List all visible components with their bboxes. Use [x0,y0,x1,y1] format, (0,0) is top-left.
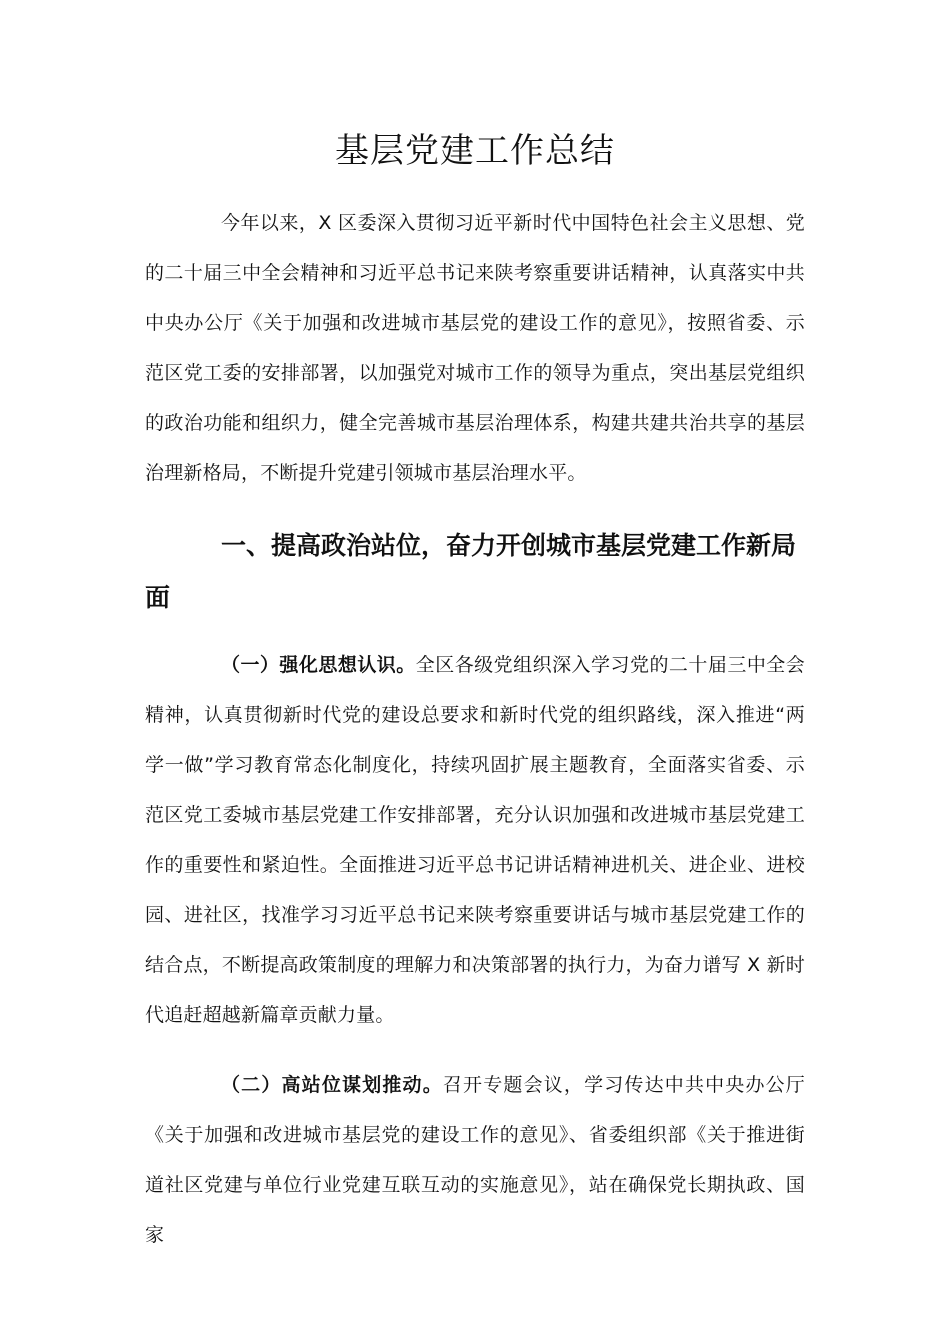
document-title: 基层党建工作总结 [335,131,615,171]
item-1-body: 全区各级党组织深入学习党的二十届三中全会精神，认真贯彻新时代党的建设总要求和新时代党的组织路线，深入推进“两学一做”学习教育常态化制度化，持续巩固扩展主题教育，全面落实省委、示范区党工委城市基层党建工作安排部署，充分认识加强和改进城市基层党建工作的重要性和紧迫性。全面推进习近平总书记讲话精神进机关、进企业、进校园、进社区，找准学习习近平总书记来陕考察重要讲话与城市基层党建工作的结合点，不断提高政策制度的理解力和决策部署的执行力，为奋力谱写 X 新时代追赶超越新篇章贡献力量。 [145,654,805,1026]
item-2-lead: （二）高站位谋划推动。 [221,1074,443,1096]
section-heading-1: 一、提高政治站位，奋力开创城市基层党建工作新局面 [145,531,797,612]
paragraph-item-2 [145,1060,805,1260]
paragraph-item-1 [145,640,805,1040]
intro-paragraph: 今年以来，X 区委深入贯彻习近平新时代中国特色社会主义思想、党的二十届三中全会精神和习近平总书记来陕考察重要讲话精神，认真落实中共中央办公厅《关于加强和改进城市基层党的建设工作的意见》，按照省委、示范区党工委的安排部署，以加强党对城市工作的领导为重点，突出基层党组织的政治功能和组织力，健全完善城市基层治理体系，构建共建共治共享的基层治理新格局，不断提升党建引领城市基层治理水平。 [145,212,805,484]
item-1-lead: （一）强化思想认识。 [221,654,416,676]
item-2-body: 召开专题会议，学习传达中共中央办公厅《关于加强和改进城市基层党的建设工作的意见》、省委组织部《关于推进街道社区党建与单位行业党建互联互动的实施意见》，站在确保党长期执政、国家 [145,1074,805,1246]
